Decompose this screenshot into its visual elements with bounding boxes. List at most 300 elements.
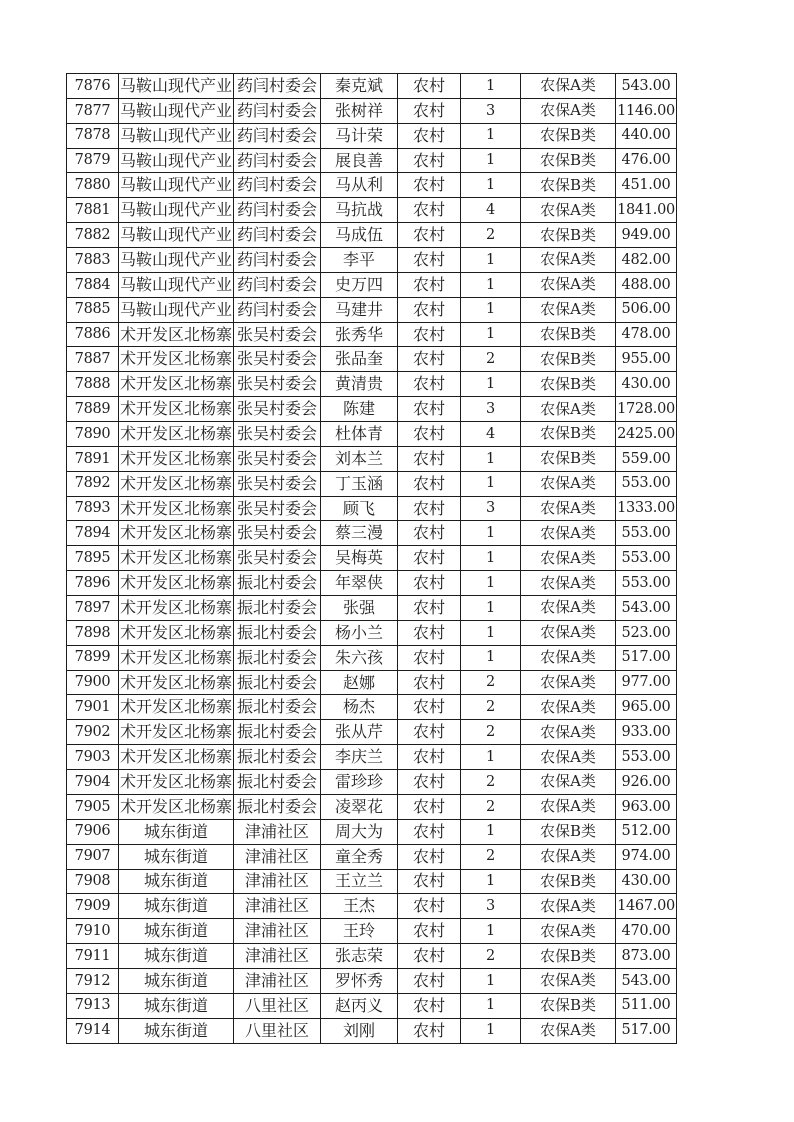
table-cell: 术开发区北杨寨 <box>119 422 234 447</box>
table-row <box>67 919 677 944</box>
table-cell: 周大为 <box>321 819 398 844</box>
data-table <box>66 73 677 1044</box>
table-cell: 津浦社区 <box>234 844 321 869</box>
table-cell: 农保A类 <box>521 844 616 869</box>
table-cell: 术开发区北杨寨 <box>119 372 234 397</box>
table-cell: 农村 <box>398 422 461 447</box>
table-cell: 873.00 <box>616 944 677 969</box>
table-cell: 1 <box>461 248 521 273</box>
table-cell: 张吴村委会 <box>234 422 321 447</box>
table-cell: 农保A类 <box>521 74 616 99</box>
table-cell: 振北村委会 <box>234 571 321 596</box>
table-cell: 7899 <box>67 645 119 670</box>
table-cell: 1 <box>461 322 521 347</box>
table-cell: 城东街道 <box>119 944 234 969</box>
table-cell: 1333.00 <box>616 496 677 521</box>
table-cell: 农村 <box>398 297 461 322</box>
table-cell: 杜体青 <box>321 422 398 447</box>
table-cell: 农村 <box>398 993 461 1018</box>
table-cell: 农村 <box>398 521 461 546</box>
table-cell: 农保A类 <box>521 620 616 645</box>
table-cell: 津浦社区 <box>234 894 321 919</box>
table-cell: 农村 <box>398 869 461 894</box>
table-cell: 童全秀 <box>321 844 398 869</box>
table-cell: 1 <box>461 869 521 894</box>
table-cell: 农村 <box>398 919 461 944</box>
table-cell: 553.00 <box>616 546 677 571</box>
table-cell: 977.00 <box>616 670 677 695</box>
table-cell: 7885 <box>67 297 119 322</box>
table-cell: 农保A类 <box>521 198 616 223</box>
table-cell: 农保A类 <box>521 894 616 919</box>
table-cell: 1 <box>461 571 521 596</box>
table-cell: 7898 <box>67 620 119 645</box>
table-cell: 农保A类 <box>521 98 616 123</box>
table-cell: 杨小兰 <box>321 620 398 645</box>
table-cell: 478.00 <box>616 322 677 347</box>
table-row <box>67 1018 677 1043</box>
table-cell: 赵娜 <box>321 670 398 695</box>
table-cell: 振北村委会 <box>234 670 321 695</box>
table-cell: 553.00 <box>616 745 677 770</box>
table-cell: 农保B类 <box>521 446 616 471</box>
table-cell: 933.00 <box>616 720 677 745</box>
table-cell: 农保A类 <box>521 1018 616 1043</box>
table-cell: 1 <box>461 993 521 1018</box>
table-cell: 术开发区北杨寨 <box>119 794 234 819</box>
table-cell: 城东街道 <box>119 869 234 894</box>
table-cell: 农保A类 <box>521 745 616 770</box>
table-cell: 农村 <box>398 620 461 645</box>
table-cell: 术开发区北杨寨 <box>119 496 234 521</box>
table-cell: 7911 <box>67 944 119 969</box>
table-cell: 543.00 <box>616 74 677 99</box>
table-row <box>67 844 677 869</box>
table-cell: 术开发区北杨寨 <box>119 446 234 471</box>
table-cell: 974.00 <box>616 844 677 869</box>
table-row <box>67 770 677 795</box>
table-cell: 512.00 <box>616 819 677 844</box>
table-cell: 农村 <box>398 596 461 621</box>
table-row <box>67 446 677 471</box>
table-cell: 1 <box>461 471 521 496</box>
table-cell: 津浦社区 <box>234 968 321 993</box>
table-cell: 农村 <box>398 745 461 770</box>
table-cell: 马计荣 <box>321 123 398 148</box>
table-cell: 7893 <box>67 496 119 521</box>
table-cell: 马鞍山现代产业 <box>119 123 234 148</box>
table-cell: 农保A类 <box>521 770 616 795</box>
table-cell: 2 <box>461 844 521 869</box>
table-cell: 488.00 <box>616 272 677 297</box>
table-cell: 1 <box>461 372 521 397</box>
table-cell: 农保A类 <box>521 521 616 546</box>
table-cell: 顾飞 <box>321 496 398 521</box>
table-cell: 展良善 <box>321 148 398 173</box>
table-cell: 农村 <box>398 471 461 496</box>
table-row <box>67 198 677 223</box>
table-cell: 药闫村委会 <box>234 148 321 173</box>
table-cell: 926.00 <box>616 770 677 795</box>
table-cell: 马鞍山现代产业 <box>119 148 234 173</box>
table-cell: 1 <box>461 148 521 173</box>
table-cell: 7886 <box>67 322 119 347</box>
table-cell: 城东街道 <box>119 919 234 944</box>
table-cell: 吴梅英 <box>321 546 398 571</box>
table-cell: 7904 <box>67 770 119 795</box>
table-cell: 2 <box>461 794 521 819</box>
table-cell: 7882 <box>67 223 119 248</box>
table-cell: 2 <box>461 347 521 372</box>
table-cell: 药闫村委会 <box>234 173 321 198</box>
table-cell: 张吴村委会 <box>234 546 321 571</box>
table-cell: 马鞍山现代产业 <box>119 98 234 123</box>
table-cell: 雷珍珍 <box>321 770 398 795</box>
table-cell: 1 <box>461 819 521 844</box>
table-cell: 农保B类 <box>521 173 616 198</box>
table-cell: 马鞍山现代产业 <box>119 223 234 248</box>
table-cell: 马鞍山现代产业 <box>119 198 234 223</box>
table-cell: 1 <box>461 596 521 621</box>
table-cell: 553.00 <box>616 471 677 496</box>
table-cell: 马从利 <box>321 173 398 198</box>
table-cell: 7900 <box>67 670 119 695</box>
table-cell: 农保A类 <box>521 968 616 993</box>
table-cell: 农村 <box>398 322 461 347</box>
table-cell: 振北村委会 <box>234 770 321 795</box>
table-cell: 7901 <box>67 695 119 720</box>
table-cell: 7888 <box>67 372 119 397</box>
table-row <box>67 521 677 546</box>
table-cell: 7889 <box>67 397 119 422</box>
table-cell: 药闫村委会 <box>234 272 321 297</box>
table-cell: 农保B类 <box>521 123 616 148</box>
table-cell: 430.00 <box>616 372 677 397</box>
table-cell: 蔡三漫 <box>321 521 398 546</box>
table-cell: 张强 <box>321 596 398 621</box>
table-cell: 7884 <box>67 272 119 297</box>
table-cell: 术开发区北杨寨 <box>119 596 234 621</box>
table-cell: 张从芹 <box>321 720 398 745</box>
table-cell: 517.00 <box>616 645 677 670</box>
table-cell: 1 <box>461 521 521 546</box>
table-cell: 农村 <box>398 770 461 795</box>
table-cell: 赵丙义 <box>321 993 398 1018</box>
table-row <box>67 148 677 173</box>
table-cell: 振北村委会 <box>234 745 321 770</box>
table-cell: 城东街道 <box>119 1018 234 1043</box>
table-cell: 城东街道 <box>119 993 234 1018</box>
table-cell: 农保A类 <box>521 919 616 944</box>
table-cell: 马鞍山现代产业 <box>119 173 234 198</box>
table-row <box>67 993 677 1018</box>
table-row <box>67 397 677 422</box>
table-cell: 术开发区北杨寨 <box>119 347 234 372</box>
table-row <box>67 720 677 745</box>
table-cell: 药闫村委会 <box>234 98 321 123</box>
table-cell: 农保A类 <box>521 496 616 521</box>
table-cell: 农保A类 <box>521 645 616 670</box>
table-cell: 543.00 <box>616 596 677 621</box>
table-cell: 3 <box>461 397 521 422</box>
table-cell: 农保B类 <box>521 372 616 397</box>
table-cell: 李平 <box>321 248 398 273</box>
table-cell: 7910 <box>67 919 119 944</box>
table-cell: 农村 <box>398 496 461 521</box>
table-cell: 7891 <box>67 446 119 471</box>
table-cell: 2 <box>461 720 521 745</box>
table-cell: 7877 <box>67 98 119 123</box>
table-cell: 张吴村委会 <box>234 397 321 422</box>
table-cell: 术开发区北杨寨 <box>119 670 234 695</box>
table-cell: 1841.00 <box>616 198 677 223</box>
table-cell: 农村 <box>398 670 461 695</box>
table-cell: 农保B类 <box>521 993 616 1018</box>
table-cell: 7881 <box>67 198 119 223</box>
table-cell: 振北村委会 <box>234 645 321 670</box>
table-cell: 1146.00 <box>616 98 677 123</box>
table-cell: 7907 <box>67 844 119 869</box>
table-cell: 罗怀秀 <box>321 968 398 993</box>
table-cell: 黄清贵 <box>321 372 398 397</box>
table-cell: 王杰 <box>321 894 398 919</box>
table-cell: 城东街道 <box>119 844 234 869</box>
table-row <box>67 322 677 347</box>
table-cell: 4 <box>461 198 521 223</box>
table-cell: 2 <box>461 695 521 720</box>
table-cell: 振北村委会 <box>234 596 321 621</box>
table-cell: 553.00 <box>616 521 677 546</box>
table-cell: 955.00 <box>616 347 677 372</box>
table-cell: 511.00 <box>616 993 677 1018</box>
table-cell: 农村 <box>398 173 461 198</box>
table-cell: 农保A类 <box>521 546 616 571</box>
table-cell: 张树祥 <box>321 98 398 123</box>
table-cell: 马鞍山现代产业 <box>119 297 234 322</box>
table-cell: 农村 <box>398 819 461 844</box>
table-cell: 2 <box>461 944 521 969</box>
table-row <box>67 670 677 695</box>
table-cell: 张吴村委会 <box>234 496 321 521</box>
table-row <box>67 422 677 447</box>
table-cell: 陈建 <box>321 397 398 422</box>
table-cell: 杨杰 <box>321 695 398 720</box>
table-cell: 451.00 <box>616 173 677 198</box>
table-cell: 2 <box>461 770 521 795</box>
table-cell: 农村 <box>398 98 461 123</box>
table-row <box>67 173 677 198</box>
table-cell: 7883 <box>67 248 119 273</box>
table-cell: 津浦社区 <box>234 819 321 844</box>
table-row <box>67 297 677 322</box>
table-cell: 马鞍山现代产业 <box>119 74 234 99</box>
table-cell: 秦克斌 <box>321 74 398 99</box>
table-cell: 术开发区北杨寨 <box>119 521 234 546</box>
table-row <box>67 272 677 297</box>
table-cell: 1 <box>461 297 521 322</box>
table-cell: 农保B类 <box>521 148 616 173</box>
table-cell: 7897 <box>67 596 119 621</box>
table-cell: 农保A类 <box>521 297 616 322</box>
table-row <box>67 819 677 844</box>
table-cell: 农保B类 <box>521 347 616 372</box>
table-cell: 农村 <box>398 248 461 273</box>
table-cell: 术开发区北杨寨 <box>119 745 234 770</box>
table-cell: 术开发区北杨寨 <box>119 546 234 571</box>
table-cell: 城东街道 <box>119 819 234 844</box>
table-cell: 7890 <box>67 422 119 447</box>
table-cell: 马鞍山现代产业 <box>119 272 234 297</box>
table-cell: 八里社区 <box>234 993 321 1018</box>
table-row <box>67 944 677 969</box>
table-cell: 张吴村委会 <box>234 446 321 471</box>
table-cell: 术开发区北杨寨 <box>119 620 234 645</box>
table-cell: 农村 <box>398 844 461 869</box>
table-cell: 4 <box>461 422 521 447</box>
table-cell: 农保B类 <box>521 223 616 248</box>
table-cell: 7876 <box>67 74 119 99</box>
table-cell: 农村 <box>398 372 461 397</box>
table-cell: 506.00 <box>616 297 677 322</box>
table-row <box>67 620 677 645</box>
table-cell: 张吴村委会 <box>234 372 321 397</box>
table-cell: 津浦社区 <box>234 869 321 894</box>
table-cell: 农村 <box>398 347 461 372</box>
table-cell: 559.00 <box>616 446 677 471</box>
table-cell: 药闫村委会 <box>234 74 321 99</box>
table-cell: 农村 <box>398 123 461 148</box>
table-cell: 2 <box>461 223 521 248</box>
table-cell: 1728.00 <box>616 397 677 422</box>
table-cell: 农保A类 <box>521 571 616 596</box>
table-cell: 7894 <box>67 521 119 546</box>
table-cell: 术开发区北杨寨 <box>119 720 234 745</box>
table-cell: 7887 <box>67 347 119 372</box>
table-cell: 553.00 <box>616 571 677 596</box>
table-cell: 农村 <box>398 1018 461 1043</box>
table-cell: 农村 <box>398 446 461 471</box>
table-cell: 术开发区北杨寨 <box>119 471 234 496</box>
table-cell: 农村 <box>398 74 461 99</box>
table-cell: 术开发区北杨寨 <box>119 322 234 347</box>
data-table-body <box>67 74 677 1044</box>
table-cell: 农保A类 <box>521 248 616 273</box>
table-cell: 马建井 <box>321 297 398 322</box>
table-cell: 马鞍山现代产业 <box>119 248 234 273</box>
table-cell: 7913 <box>67 993 119 1018</box>
table-cell: 农保A类 <box>521 596 616 621</box>
table-cell: 7880 <box>67 173 119 198</box>
table-cell: 7906 <box>67 819 119 844</box>
table-cell: 王立兰 <box>321 869 398 894</box>
table-cell: 476.00 <box>616 148 677 173</box>
table-cell: 农保B类 <box>521 869 616 894</box>
table-cell: 农村 <box>398 894 461 919</box>
table-cell: 丁玉涵 <box>321 471 398 496</box>
table-cell: 朱六孩 <box>321 645 398 670</box>
table-cell: 农村 <box>398 272 461 297</box>
table-cell: 史万四 <box>321 272 398 297</box>
table-cell: 药闫村委会 <box>234 198 321 223</box>
table-row <box>67 596 677 621</box>
table-cell: 7903 <box>67 745 119 770</box>
table-row <box>67 571 677 596</box>
table-row <box>67 546 677 571</box>
table-cell: 543.00 <box>616 968 677 993</box>
table-cell: 农村 <box>398 720 461 745</box>
table-cell: 农保A类 <box>521 471 616 496</box>
table-row <box>67 223 677 248</box>
table-cell: 农村 <box>398 944 461 969</box>
table-cell: 482.00 <box>616 248 677 273</box>
table-cell: 440.00 <box>616 123 677 148</box>
table-cell: 张秀华 <box>321 322 398 347</box>
table-cell: 农村 <box>398 571 461 596</box>
table-row <box>67 496 677 521</box>
table-cell: 城东街道 <box>119 968 234 993</box>
table-cell: 振北村委会 <box>234 695 321 720</box>
table-cell: 1 <box>461 272 521 297</box>
table-cell: 农保B类 <box>521 944 616 969</box>
table-cell: 7912 <box>67 968 119 993</box>
table-cell: 术开发区北杨寨 <box>119 571 234 596</box>
table-cell: 517.00 <box>616 1018 677 1043</box>
table-cell: 3 <box>461 894 521 919</box>
table-cell: 1 <box>461 919 521 944</box>
table-cell: 3 <box>461 98 521 123</box>
table-row <box>67 74 677 99</box>
table-cell: 农保B类 <box>521 322 616 347</box>
table-cell: 农村 <box>398 645 461 670</box>
table-cell: 张吴村委会 <box>234 322 321 347</box>
table-cell: 农村 <box>398 223 461 248</box>
table-cell: 张吴村委会 <box>234 347 321 372</box>
table-row <box>67 745 677 770</box>
table-cell: 1 <box>461 74 521 99</box>
table-cell: 刘本兰 <box>321 446 398 471</box>
table-cell: 7909 <box>67 894 119 919</box>
table-cell: 7908 <box>67 869 119 894</box>
table-cell: 农保B类 <box>521 819 616 844</box>
table-cell: 965.00 <box>616 695 677 720</box>
table-cell: 农村 <box>398 968 461 993</box>
table-cell: 马抗战 <box>321 198 398 223</box>
table-cell: 药闫村委会 <box>234 297 321 322</box>
table-cell: 949.00 <box>616 223 677 248</box>
table-row <box>67 248 677 273</box>
table-cell: 1 <box>461 645 521 670</box>
table-cell: 2 <box>461 670 521 695</box>
table-cell: 1 <box>461 123 521 148</box>
table-cell: 1 <box>461 968 521 993</box>
table-cell: 农村 <box>398 148 461 173</box>
table-cell: 振北村委会 <box>234 720 321 745</box>
table-cell: 1 <box>461 446 521 471</box>
table-cell: 城东街道 <box>119 894 234 919</box>
table-cell: 凌翠花 <box>321 794 398 819</box>
table-cell: 1 <box>461 745 521 770</box>
table-row <box>67 794 677 819</box>
table-cell: 农保A类 <box>521 272 616 297</box>
table-cell: 八里社区 <box>234 1018 321 1043</box>
table-cell: 7905 <box>67 794 119 819</box>
table-cell: 年翠侠 <box>321 571 398 596</box>
table-cell: 刘刚 <box>321 1018 398 1043</box>
table-cell: 术开发区北杨寨 <box>119 645 234 670</box>
table-cell: 2425.00 <box>616 422 677 447</box>
table-cell: 王玲 <box>321 919 398 944</box>
table-cell: 7902 <box>67 720 119 745</box>
